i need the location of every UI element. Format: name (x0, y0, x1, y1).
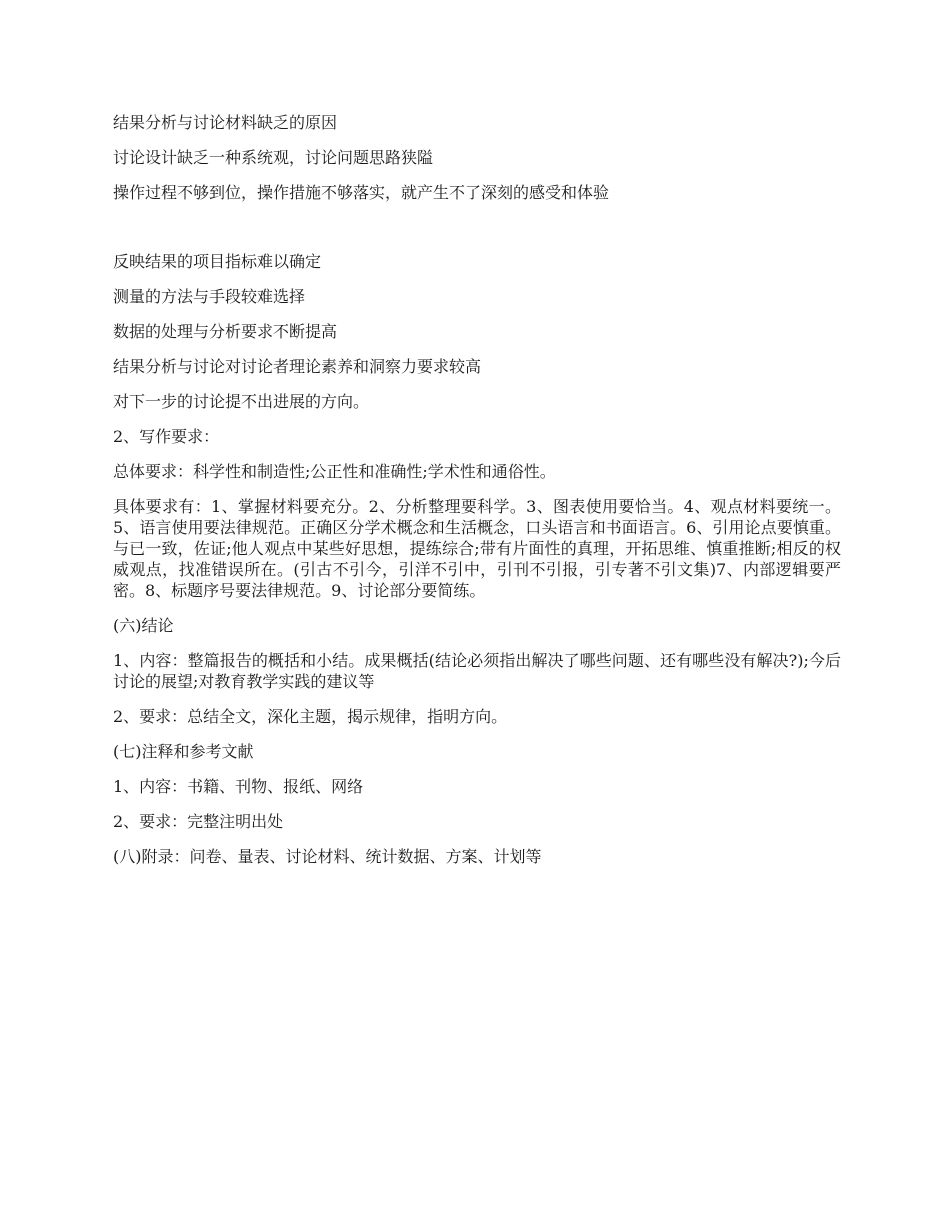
section-heading: (八)附录：问卷、量表、讨论材料、统计数据、方案、计划等 (113, 847, 542, 866)
paragraph: 2、要求：总结全文，深化主题，揭示规律，指明方向。 (113, 707, 508, 726)
paragraph: 结果分析与讨论材料缺乏的原因 (113, 113, 338, 132)
paragraph: 具体要求有：1、掌握材料要充分。2、分析整理要科学。3、图表使用要恰当。4、观点材料要统一。5、语言使用要法律规范。正确区分学术概念和生活概念，口头语言和书面语言。6、引用论点要慎重。与已一致，佐证;他人观点中某些好思想，提练综合;带有片面性的真理，开拓思维、慎重推断;相反的权威观点，找准错误所在。(引古不引今，引洋不引中，引刊不引报，引专著不引文集)7、内部逻辑要严密。8、标题序号要法律规范。9、讨论部分要简练。 (113, 497, 841, 600)
section-heading: 2、写作要求： (113, 427, 220, 446)
paragraph: 1、内容：书籍、刊物、报纸、网络 (113, 777, 364, 796)
section-heading: (六)结论 (113, 616, 174, 635)
paragraph: 2、要求：完整注明出处 (113, 812, 284, 831)
paragraph: 1、内容：整篇报告的概括和小结。成果概括(结论必须指出解决了哪些问题、还有哪些没有解决?);今后讨论的展望;对教育教学实践的建议等 (113, 651, 841, 691)
section-gap (113, 217, 841, 251)
section-heading: (七)注释和参考文献 (113, 742, 254, 761)
paragraph: 结果分析与讨论对讨论者理论素养和洞察力要求较高 (113, 357, 482, 376)
document-body (113, 112, 841, 881)
paragraph: 对下一步的讨论提不出进展的方向。 (113, 392, 370, 411)
paragraph: 讨论设计缺乏一种系统观，讨论问题思路狭隘 (113, 148, 434, 167)
paragraph: 操作过程不够到位，操作措施不够落实，就产生不了深刻的感受和体验 (113, 183, 610, 202)
paragraph: 测量的方法与手段较难选择 (113, 287, 306, 306)
paragraph: 数据的处理与分析要求不断提高 (113, 322, 338, 341)
paragraph: 总体要求：科学性和制造性;公正性和准确性;学术性和通俗性。 (113, 462, 556, 481)
paragraph: 反映结果的项目指标难以确定 (113, 252, 322, 271)
